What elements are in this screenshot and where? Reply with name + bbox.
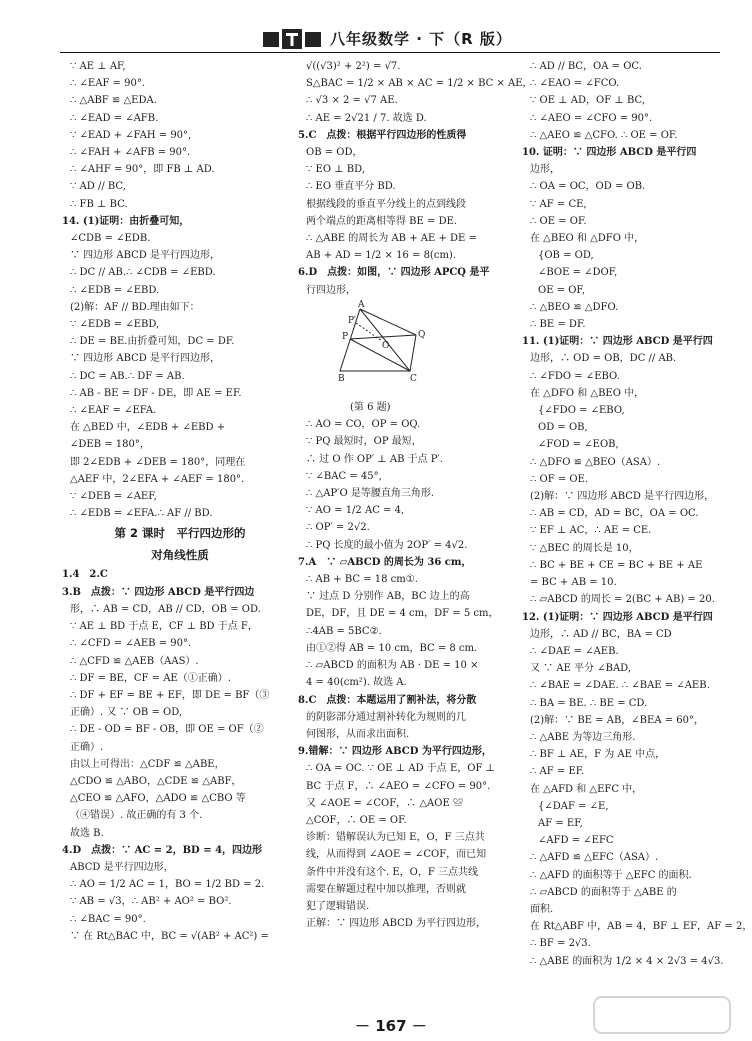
text-line: ∴ EO 垂直平分 BD. [306, 181, 396, 193]
text-line: 两个端点的距离相等得 BE = DE. [306, 215, 458, 227]
text-line: 12. (1)证明：∵ 四边形 ABCD 是平行四 [522, 611, 713, 623]
text-line: OB = OD， [306, 147, 363, 159]
text-line: ∴ ▱ABCD 的面积为 AB · DE = 10 × [306, 660, 479, 672]
text-line: ∴ △DFO ≌ △BEO（ASA）. [530, 456, 661, 468]
text-line: 在 △DFO 和 △BEO 中， [530, 387, 645, 399]
text-line: ∴4AB = 5BC②. [306, 625, 382, 637]
text-line: OD = OB, [538, 422, 588, 434]
text-line: ∴ AB = CD，AD = BC，OA = OC. [530, 508, 699, 520]
text-line: ∴ OE = OF. [530, 215, 587, 227]
text-line: 4 = 40(cm²). 故选 A. [306, 677, 407, 689]
text-line: 诊断：错解误认为已知 E，O，F 三点共 [306, 832, 485, 844]
text-line: ∵ AD // BC, [70, 181, 126, 193]
publisher-logo-icon [262, 28, 324, 50]
text-line: 条件中并没有这个. E，O，F 三点共线 [306, 866, 478, 878]
text-line: 面积. [530, 903, 554, 915]
text-line: {∠FDO = ∠EBO, [538, 405, 625, 417]
text-line: {OB = OD, [538, 250, 594, 262]
answer-block-13-14 [62, 58, 298, 522]
text-line: ∴ BF ⊥ AE，F 为 AE 中点， [530, 749, 666, 761]
point-label-o: O [382, 340, 390, 351]
text-line: ∵ ∠DEB = ∠AEF, [70, 491, 157, 503]
text-line: ∴ BF = 2√3. [530, 938, 591, 950]
text-line: ∴ ∠EAO = ∠FCO. [530, 78, 620, 90]
text-line: 又 ∵ AE 平分 ∠BAD, [530, 663, 632, 675]
text-line: ∴ AB - BE = DF - DE，即 AE = EF. [70, 387, 242, 399]
text-line: 在 △BEO 和 △DFO 中， [530, 233, 645, 245]
text-line: ∴ BE = DF. [530, 319, 586, 331]
text-line: 形，∴ AB = CD，AB // CD，OB = OD. [70, 603, 261, 615]
point-label-p-prime: P′ [348, 315, 357, 326]
text-line: 边形， [530, 164, 560, 176]
text-line: DE，DF，且 DE = 4 cm，DF = 5 cm， [306, 608, 499, 620]
text-line: 在 △AFD 和 △EFC 中， [530, 783, 643, 795]
text-line: (2)解：∵ BE = AB，∠BEA = 60°， [530, 714, 705, 726]
column-left [62, 58, 298, 945]
text-line: (2)解：∵ 四边形 ABCD 是平行四边形， [530, 491, 715, 503]
text-line: ∵ 在 Rt△BAC 中，BC = √(AB² + AC²) = [70, 930, 269, 942]
text-line: ∵ △BEC 的周长是 10， [530, 542, 639, 554]
header-title: 八年级数学 · 下（R 版） [330, 30, 512, 48]
text-line: ∵ PQ 最短时，OP 最短， [306, 436, 422, 448]
text-line: 正确）. [70, 741, 104, 753]
text-line: ∴ ∠EAD = ∠AFB. [70, 112, 159, 124]
text-line: 9.错解：∵ 四边形 ABCD 为平行四边形， [298, 746, 492, 758]
text-line: ∴ ∠FAH + ∠AFB = 90°. [70, 147, 191, 159]
text-line: ∴ ∠DAE = ∠AEB. [530, 645, 619, 657]
answer-block-9-12 [522, 58, 752, 970]
text-line: 行四边形， [306, 284, 356, 296]
text-line: ∠AFD = ∠EFC [538, 835, 614, 847]
text-line: ∴ AO = CO，OP = OQ. [306, 419, 421, 431]
text-line: 犯了逻辑错误. [306, 900, 370, 912]
text-line: ∴ AE = 2√21 / 7. 故选 D. [306, 112, 427, 124]
text-line: ABCD 是平行四边形， [70, 861, 174, 873]
text-line: √((√3)² + 2²) = √7. [306, 61, 401, 72]
text-line: ∴ ▱ABCD 的周长 = 2(BC + AB) = 20. [530, 594, 715, 606]
text-line: ∵ EF ⊥ AC，∴ AE = CE. [530, 525, 652, 537]
text-line: 由以上可得出：△CDF ≌ △ABE， [70, 758, 225, 770]
text-line: ∵ AF = CE, [530, 198, 587, 210]
section-title-line-1: 第 2 课时 平行四边形的 [114, 526, 246, 541]
text-line: ∵ 四边形 ABCD 是平行四边形， [70, 353, 220, 365]
section-title-line-2: 对角线性质 [151, 548, 209, 563]
text-line: ∵ AE ⊥ BD 于点 E，CF ⊥ BD 于点 F， [70, 621, 258, 633]
text-line: AB + AD = 1/2 × 16 = 8(cm). [306, 250, 456, 262]
text-line: ∴ OA = OC. ∵ OE ⊥ AD 于点 E，OF ⊥ [306, 763, 495, 775]
text-line: {∠DAF = ∠E, [538, 800, 609, 812]
text-line: ∴ DF + EF = BE + EF，即 DE = BF（③ [70, 689, 270, 701]
text-line: = BC + AB = 10. [530, 577, 617, 589]
text-line: ∴ ∠AHF = 90°，即 FB ⊥ AD. [70, 164, 215, 176]
text-line: ∴ BC + BE + CE = BC + BE + AE [530, 559, 703, 571]
text-line: △COF，∴ OE = OF. [306, 814, 407, 826]
text-line: ∴ △ABE 为等边三角形. [530, 731, 636, 743]
text-line: ∵ EO ⊥ BD, [306, 164, 365, 176]
text-line: ∴ PQ 长度的最小值为 2OP′ = 4√2. [306, 539, 468, 551]
text-line: 10. 证明：∵ 四边形 ABCD 是平行四 [522, 147, 697, 159]
text-line: ∴ DE = BE.由折叠可知，DC = DF. [70, 336, 235, 348]
text-line: ∵ ∠EAD + ∠FAH = 90°, [70, 129, 192, 141]
figure-6-parallelogram [338, 301, 438, 393]
text-line: 又 ∠AOE = ∠COF，∴ △AOE ≌ [306, 797, 463, 809]
watermark-logo-icon [592, 995, 732, 1035]
text-line: BC 于点 F，∴ ∠AEO = ∠CFO = 90°. [306, 780, 491, 792]
text-line: ∵ AE ⊥ AF, [70, 61, 126, 72]
text-line: 线，从而得到 ∠AOE = ∠COF，而已知 [306, 849, 487, 861]
text-line: 在 △BED 中，∠EDB + ∠EBD + [70, 422, 226, 434]
text-line: 正解：∵ 四边形 ABCD 为平行四边形， [306, 918, 486, 930]
column-right [522, 58, 752, 970]
page-number: － 167 － [355, 1017, 427, 1035]
text-line: 5.C 点拨：根据平行四边形的性质得 [298, 129, 467, 141]
text-line: 8.C 点拨：本题运用了割补法，将分散 [298, 694, 477, 706]
answer-block-6-9 [298, 416, 514, 932]
text-line: ∴ OA = OC，OD = OB. [530, 181, 646, 193]
text-line: ∵ OE ⊥ AD，OF ⊥ BC, [530, 95, 645, 107]
text-line: ∵ AB = √3，∴ AB² + AO² = BO². [70, 896, 232, 908]
text-line: 的阴影部分通过割补转化为规则的几 [306, 711, 466, 723]
text-line: 6.D 点拨：如图，∵ 四边形 APCQ 是平 [298, 267, 490, 279]
point-label-q: Q [418, 329, 426, 340]
text-line: ∴ DF = BE，CF = AE（①正确）. [70, 672, 231, 684]
point-label-p: P [342, 331, 349, 342]
text-line: ∠BOE = ∠DOF, [538, 267, 618, 279]
answer-block-4-6 [298, 58, 533, 299]
text-line: ∠FOD = ∠EOB, [538, 439, 619, 451]
text-line: △CDO ≌ △ABO，△CDE ≌ △ABF， [70, 775, 242, 787]
text-line: AF = EF, [538, 817, 583, 829]
text-line: ∵ ∠EDB = ∠EBD, [70, 319, 160, 331]
text-line: ∴ △AP′O 是等腰直角三角形. [306, 488, 435, 500]
text-line: ∴ FB ⊥ BC. [70, 198, 128, 210]
text-line: ∴ AD // BC，OA = OC. [530, 61, 642, 72]
text-line: ∠CDB = ∠EDB. [70, 233, 151, 245]
text-line: △CEO ≌ △AFO，△ADO ≌ △CBO 等 [70, 793, 246, 805]
text-line: ∴ 过 O 作 OP′ ⊥ AB 于点 P′. [306, 453, 443, 465]
text-line: 1.4 2.C [62, 569, 108, 581]
text-line: ∴ ∠EAF = 90°. [70, 78, 146, 90]
text-line: ∴ △AFD ≌ △EFC（ASA）. [530, 852, 659, 864]
text-line: ∵ ∠BAC = 45°, [306, 470, 382, 482]
text-line: 3.B 点拨：∵ 四边形 ABCD 是平行四边 [62, 586, 255, 598]
text-line: ∴ ∠AEO = ∠CFO = 90°. [530, 112, 653, 124]
page-header [0, 0, 750, 50]
text-line: ∴ △CFD ≌ △AEB（AAS）. [70, 655, 199, 667]
text-line: 根据线段的垂直平分线上的点到线段 [306, 198, 466, 210]
text-line: ∴ ∠EAF = ∠EFA. [70, 405, 157, 417]
text-line: 4.D 点拨：∵ AC = 2，BD = 4，四边形 [62, 844, 263, 856]
point-label-b: B [338, 373, 345, 384]
text-line: ∴ ∠FDO = ∠EBO. [530, 370, 620, 382]
text-line: 正确）. 又 ∵ OB = OD, [70, 707, 183, 719]
text-line: OE = OF, [538, 284, 585, 296]
text-line: （④错误）. 故正确的有 3 个. [70, 810, 203, 822]
text-line: ∴ △AEO ≌ △CFO. ∴ OE = OF. [530, 129, 678, 141]
text-line: ∴ DE - OD = BF - OB，即 OE = OF（② [70, 724, 264, 736]
text-line: ∴ △ABF ≌ △EDA. [70, 95, 157, 107]
text-line: ∴ OF = OE. [530, 473, 589, 485]
text-line: 即 2∠EDB + ∠DEB = 180°，同理在 [70, 456, 246, 468]
text-line: 边形，∴ AD // BC，BA = CD [530, 628, 672, 640]
text-line: ∵ 过点 D 分别作 AB，BC 边上的高 [306, 591, 470, 603]
text-line: ∵ 四边形 ABCD 是平行四边形， [70, 250, 220, 262]
text-line: ∴ OP′ = 2√2. [306, 522, 370, 534]
text-line: 需要在解题过程中加以推理，否则就 [306, 883, 466, 895]
header-rule [60, 52, 720, 53]
text-line: 故选 B. [70, 827, 104, 839]
text-line: ∴ BA = BE. ∴ BE = CD. [530, 697, 648, 709]
text-line: ∠DEB = 180°， [70, 439, 150, 451]
point-label-a: A [358, 299, 365, 310]
text-line: 边形，∴ OD = OB，DC // AB. [530, 353, 677, 365]
text-line: ∴ ∠BAC = 90°. [70, 913, 146, 925]
text-line: ∴ AF = EF. [530, 766, 585, 778]
answer-block-1-4 [62, 566, 298, 944]
text-line: ∴ △AFD 的面积等于 △EFC 的面积. [530, 869, 692, 881]
text-line: ∴ ∠EDB = ∠EBD. [70, 284, 160, 296]
text-line: 在 Rt△ABF 中，AB = 4，BF ⊥ EF，AF = 2， [530, 921, 752, 933]
text-line: 由①②得 AB = 10 cm，BC = 8 cm. [306, 642, 478, 654]
text-line: ∴ AB + BC = 18 cm①. [306, 574, 418, 586]
text-line: ∴ √3 × 2 = √7 AE. [306, 95, 398, 107]
text-line: ∴ △ABE 的面积为 1/2 × 4 × 2√3 = 4√3. [530, 955, 724, 967]
text-line: (2)解：AF // BD.理由如下： [70, 301, 200, 313]
point-label-c: C [410, 373, 417, 384]
text-line: ∴ △ABE 的周长为 AB + AE + DE = [306, 233, 477, 245]
text-line: 14. (1)证明：由折叠可知， [62, 215, 190, 227]
text-line: 何图形，从而求出面积. [306, 728, 410, 740]
text-line: ∴ DC // AB.∴ ∠CDB = ∠EBD. [70, 267, 216, 279]
text-line: ∴ DC = AB.∴ DF = AB. [70, 370, 185, 382]
figure-6-caption: (第 6 题) [350, 402, 391, 414]
text-line: ∴ ▱ABCD 的面积等于 △ABE 的 [530, 886, 677, 898]
text-line: △AEF 中，2∠EFA + ∠AEF = 180°. [70, 473, 245, 485]
text-line: ∴ ∠EDB = ∠EFA.∴ AF // BD. [70, 508, 213, 520]
text-line: ∴ ∠CFD = ∠AEB = 90°. [70, 638, 192, 650]
column-middle [298, 58, 533, 932]
text-line: 7.A ∵ ▱ABCD 的周长为 36 cm， [298, 556, 472, 568]
text-line: S△BAC = 1/2 × AB × AC = 1/2 × BC × AE， [306, 78, 533, 90]
text-line: ∴ AO = 1/2 AC = 1，BO = 1/2 BD = 2. [70, 879, 265, 891]
text-line: ∴ ∠BAE = ∠DAE. ∴ ∠BAE = ∠AEB. [530, 680, 710, 692]
text-line: ∵ AO = 1/2 AC = 4, [306, 505, 405, 517]
text-line: ∴ △BEO ≌ △DFO. [530, 301, 619, 313]
text-line: 11. (1)证明：∵ 四边形 ABCD 是平行四 [522, 336, 713, 348]
